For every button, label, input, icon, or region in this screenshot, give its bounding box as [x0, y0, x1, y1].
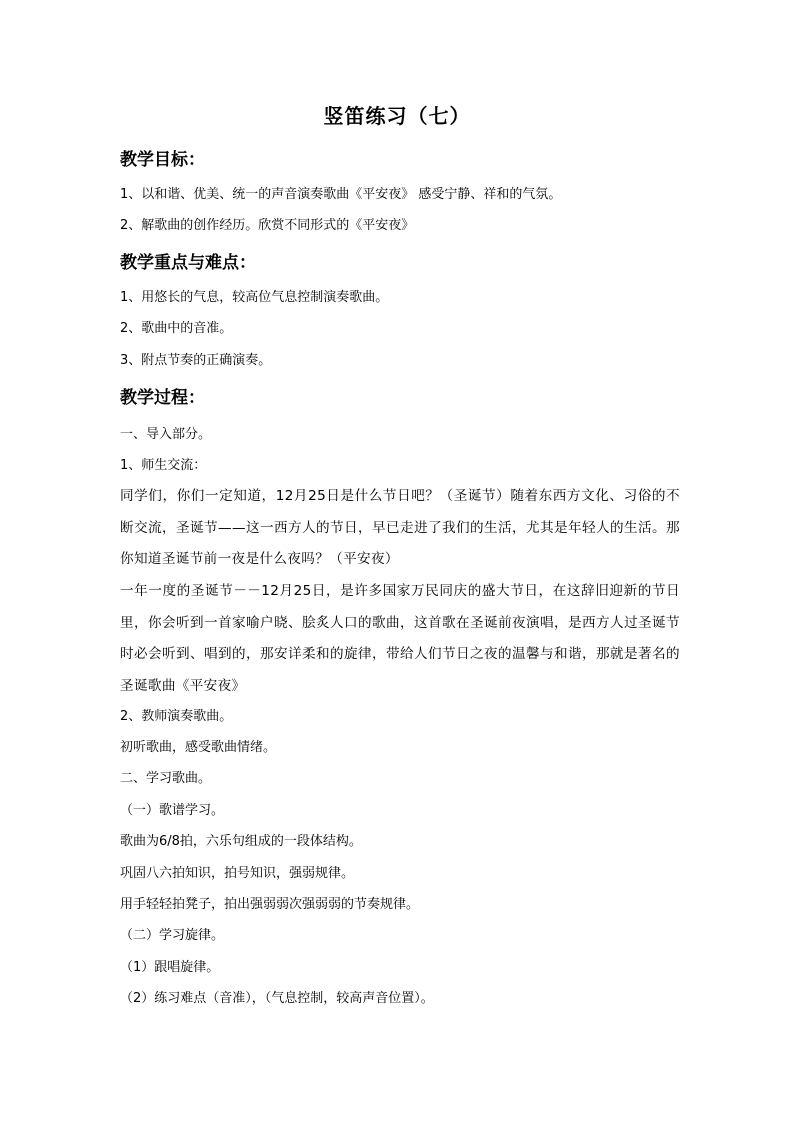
process-step-8: （二）学习旋律。 [120, 928, 225, 943]
document-title: 竖笛练习（七） [323, 104, 471, 128]
process-step-7: 用手轻轻拍凳子，拍出强弱弱次强弱弱的节奏规律。 [120, 897, 420, 912]
process-paragraph-2: 一年一度的圣诞节－－12月25日，是许多国家万民同庆的盛大节日，在这辞旧迎新的节日里，你会听到一首家喻户晓、脍炙人口的歌曲，这首歌在圣诞前夜演唱，是西方人过圣诞节时必会听到、唱到的，那安详柔和的旋律，带给人们节日之夜的温馨与和谐，那就是著名的圣诞歌曲《平安夜》 [120, 583, 680, 694]
process-step-9: （1）跟唱旋律。 [120, 960, 220, 975]
process-line-2: 1、师生交流： [120, 458, 207, 473]
heading-objectives: 教学目标： [120, 150, 205, 170]
process-step-6: 巩固八六拍知识，拍号知识，强弱规律。 [120, 866, 355, 881]
key-point-item-2: 2、歌曲中的音准。 [120, 321, 233, 336]
process-line-1: 一、导入部分。 [120, 427, 212, 442]
process-step-5: 歌曲为6/8拍，六乐句组成的一段体结构。 [120, 834, 362, 849]
process-paragraph-1: 同学们，你们一定知道，12月25日是什么节日吧？（圣诞节）随着东西方文化、习俗的不断交流，圣诞节——这一西方人的节日，早已走进了我们的生活，尤其是年轻人的生活。那你知道圣诞节前一夜是什么夜吗？（平安夜） [120, 488, 680, 567]
heading-key-points: 教学重点与难点： [120, 253, 256, 273]
process-step-4: （一）歌谱学习。 [120, 803, 225, 818]
objective-item-1: 1、以和谐、优美、统一的声音演奏歌曲《平安夜》 感受宁静、祥和的气氛。 [120, 187, 562, 202]
key-point-item-1: 1、用悠长的气息，较高位气息控制演奏歌曲。 [120, 290, 389, 305]
process-step-2: 初听歌曲，感受歌曲情绪。 [120, 740, 277, 755]
process-step-10: （2）练习难点（音准），（气息控制，较高声音位置）。 [120, 991, 434, 1006]
objective-item-2: 2、解歌曲的创作经历。欣赏不同形式的《平安夜》 [120, 218, 415, 233]
heading-process: 教学过程： [120, 388, 205, 408]
process-step-1: 2、教师演奏歌曲。 [120, 709, 233, 724]
key-point-item-3: 3、附点节奏的正确演奏。 [120, 353, 272, 368]
process-step-3: 二、学习歌曲。 [120, 771, 212, 786]
